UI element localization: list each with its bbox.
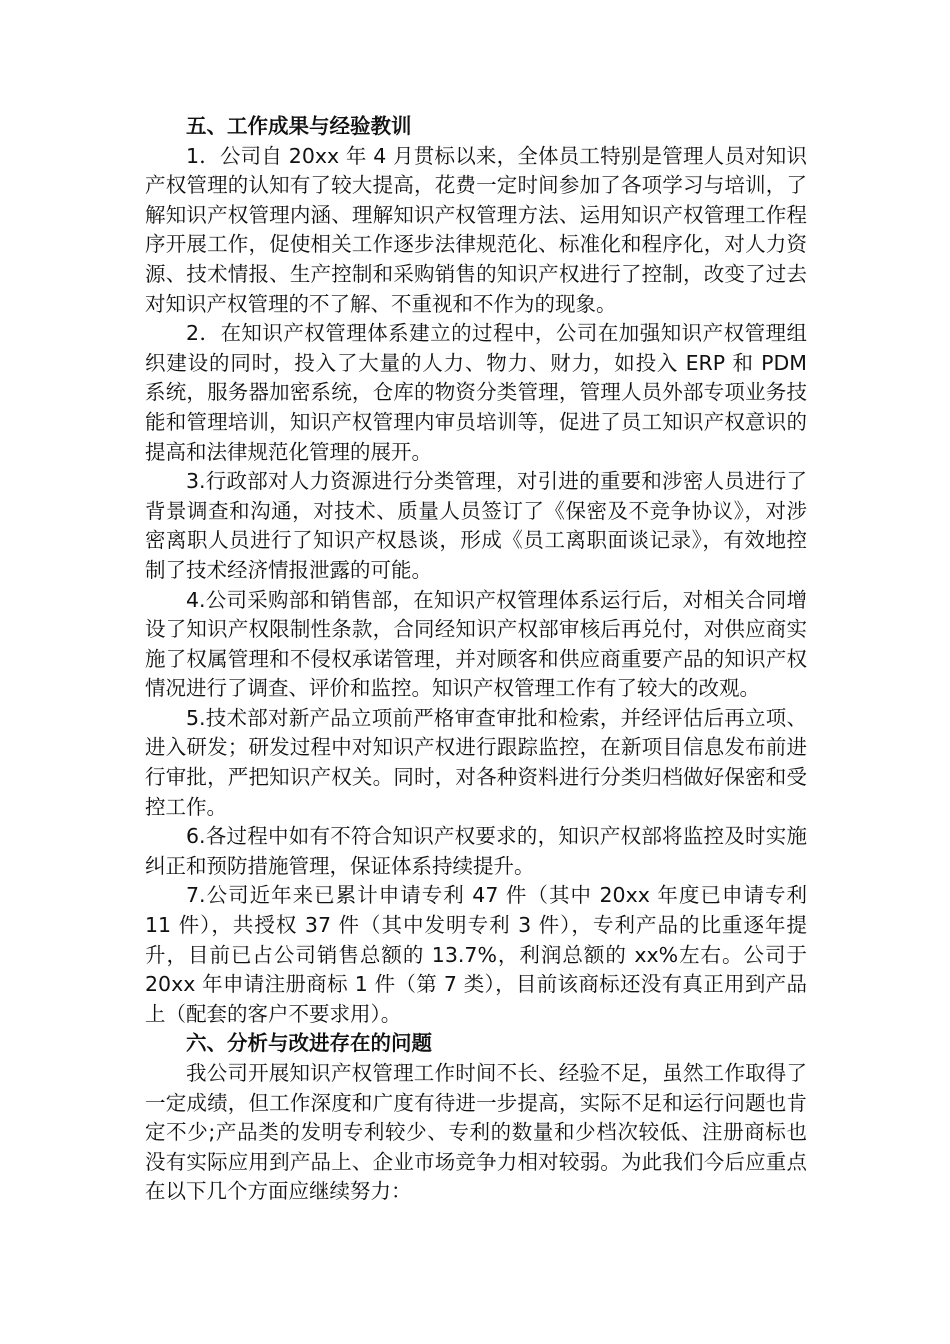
paragraph-results-4: 4.公司采购部和销售部，在知识产权管理体系运行后，对相关合同增设了知识产权限制性条款，合同经知识产权部审核后再兑付，对供应商实施了权属管理和不侵权承诺管理，并对顾客和供应商重要产品的知识产权情况进行了调查、评价和监控。知识产权管理工作有了较大的改观。 [145, 587, 807, 701]
paragraph-results-2: 2．在知识产权管理体系建立的过程中，公司在加强知识产权管理组织建设的同时，投入了大量的人力、物力、财力，如投入 ERP 和 PDM 系统，服务器加密系统，仓库的物资分类管理，管理人员外部专项业务技能和管理培训，知识产权管理内审员培训等，促进了员工知识产权意识的提高和法律规范化管理的展开。 [145, 321, 807, 464]
section-heading-problems: 六、分析与改进存在的问题 [186, 1031, 432, 1056]
paragraph-results-5: 5.技术部对新产品立项前严格审查审批和检索，并经评估后再立项、进入研发；研发过程中对知识产权进行跟踪监控，在新项目信息发布前进行审批，严把知识产权关。同时，对各种资料进行分类归档做好保密和受控工作。 [145, 705, 807, 819]
paragraph-results-7: 7.公司近年来已累计申请专利 47 件（其中 20xx 年度已申请专利 11 件），共授权 37 件（其中发明专利 3 件），专利产品的比重逐年提升，目前已占公司销售总额的 13.7%，利润总额的 xx%左右。公司于 20xx 年申请注册商标 1 件（第 7 类），目前该商标还没有真正用到产品上（配套的客户不要求用）。 [145, 883, 807, 1026]
section-heading-results: 五、工作成果与经验教训 [186, 114, 412, 138]
paragraph-results-1: 1．公司自 20xx 年 4 月贯标以来，全体员工特别是管理人员对知识产权管理的认知有了较大提高，花费一定时间参加了各项学习与培训，了解知识产权管理内涵、理解知识产权管理方法、运用知识产权管理工作程序开展工作，促使相关工作逐步法律规范化、标准化和程序化，对人力资源、技术情报、生产控制和采购销售的知识产权进行了控制，改变了过去对知识产权管理的不了解、不重视和不作为的现象。 [145, 143, 807, 316]
paragraph-problems-1: 我公司开展知识产权管理工作时间不长、经验不足，虽然工作取得了一定成绩，但工作深度和广度有待进一步提高，实际不足和运行问题也肯定不少;产品类的发明专利较少、专利的数量和少档次较低、注册商标也没有实际应用到产品上、企业市场竞争力相对较弱。为此我们今后应重点在以下几个方面应继续努力： [145, 1061, 807, 1204]
paragraph-results-3: 3.行政部对人力资源进行分类管理，对引进的重要和涉密人员进行了背景调查和沟通，对技术、质量人员签订了《保密及不竞争协议》，对涉密离职人员进行了知识产权恳谈，形成《员工离职面谈记录》，有效地控制了技术经济情报泄露的可能。 [145, 469, 807, 582]
paragraph-results-6: 6.各过程中如有不符合知识产权要求的，知识产权部将监控及时实施纠正和预防措施管理，保证体系持续提升。 [145, 824, 807, 878]
document-body [145, 112, 807, 1207]
